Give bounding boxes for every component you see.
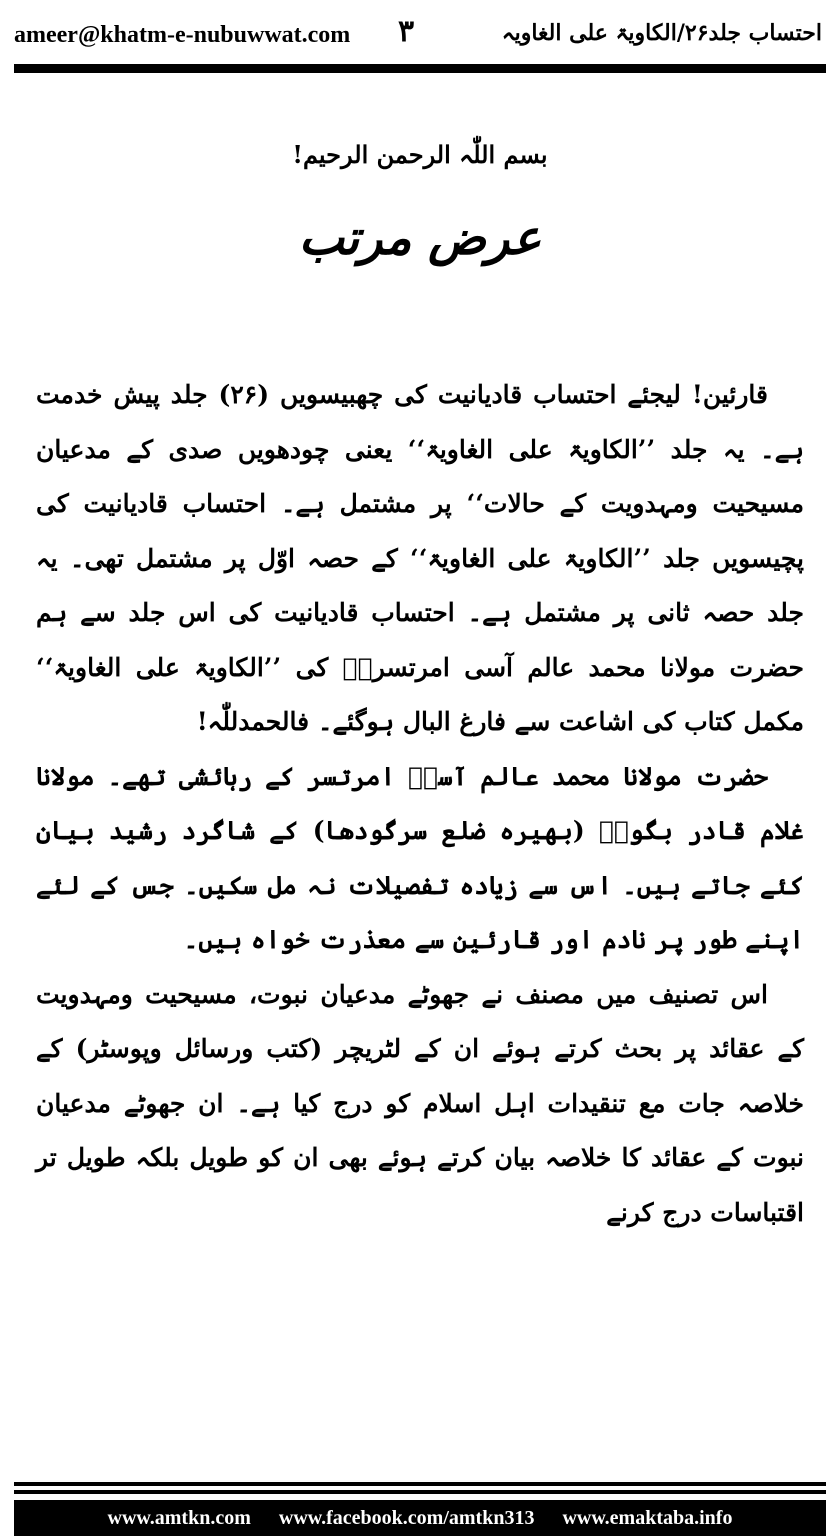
footer-bar	[14, 1500, 826, 1536]
footer-link[interactable]: www.amtkn.com	[107, 1506, 251, 1529]
footer-rule	[14, 1490, 826, 1494]
header-email: ameer@khatm-e-nubuwwat.com	[14, 22, 351, 48]
bismillah: بسم اللّٰہ الرحمن الرحیم!	[292, 140, 548, 169]
page-title: عرض مرتب	[298, 210, 542, 266]
body-text	[36, 368, 804, 1240]
running-title: احتساب جلد۲۶/الکاویۃ علی الغاویہ	[501, 20, 822, 46]
footer-link[interactable]: www.facebook.com/amtkn313	[278, 1506, 535, 1529]
footer-rule	[14, 1482, 826, 1486]
paragraph: حضرت مولانا محمد عالم آسیؒ امرتسر کے رہائشی تھے۔ مولانا غلام قادر بگویؒ (بھیرہ ضلع سرگودھا) کے شاگرد رشید بیان کئے جاتے ہیں۔ اس سے زیادہ تفصیلات نہ مل سکیں۔ جس کے لئے اپنے طور پر نادم اور قارئین سے معذرت خواہ ہیں۔	[36, 761, 804, 954]
page-header	[0, 0, 840, 60]
paragraph: اس تصنیف میں مصنف نے جھوٹے مدعیان نبوت، مسیحیت ومہدویت کے عقائد پر بحث کرتے ہوئے ان کے لٹریچر (کتب ورسائل وپوسٹر) کے خلاصہ جات مع تنقیدات اہل اسلام کو درج کیا ہے۔ ان جھوٹے مدعیان نبوت کے عقائد کا خلاصہ بیان کرتے ہوئے بھی ان کو طویل بلکہ طویل تر اقتباسات درج کرنے	[36, 979, 804, 1227]
footer-link[interactable]: www.emaktaba.info	[562, 1506, 733, 1529]
page-number: ۳	[398, 14, 415, 49]
header-rule	[14, 64, 826, 73]
paragraph: قارئین! لیجئے احتساب قادیانیت کی چھبیسویں (۲۶) جلد پیش خدمت ہے۔ یہ جلد ’’الکاویۃ علی الغاویۃ‘‘ یعنی چودھویں صدی کے مدعیان مسیحیت ومہدویت کے حالات‘‘ پر مشتمل ہے۔ احتساب قادیانیت کی پچیسویں جلد ’’الکاویۃ علی الغاویۃ‘‘ کے حصہ اوّل پر مشتمل تھی۔ یہ جلد حصہ ثانی پر مشتمل ہے۔ احتساب قادیانیت کی اس جلد سے ہم حضرت مولانا محمد عالم آسی امرتسریؒ کی ’’الکاویۃ علی الغاویۃ‘‘ مکمل کتاب کی اشاعت سے فارغ البال ہوگئے۔ فالحمدللّٰہ!	[36, 380, 804, 736]
